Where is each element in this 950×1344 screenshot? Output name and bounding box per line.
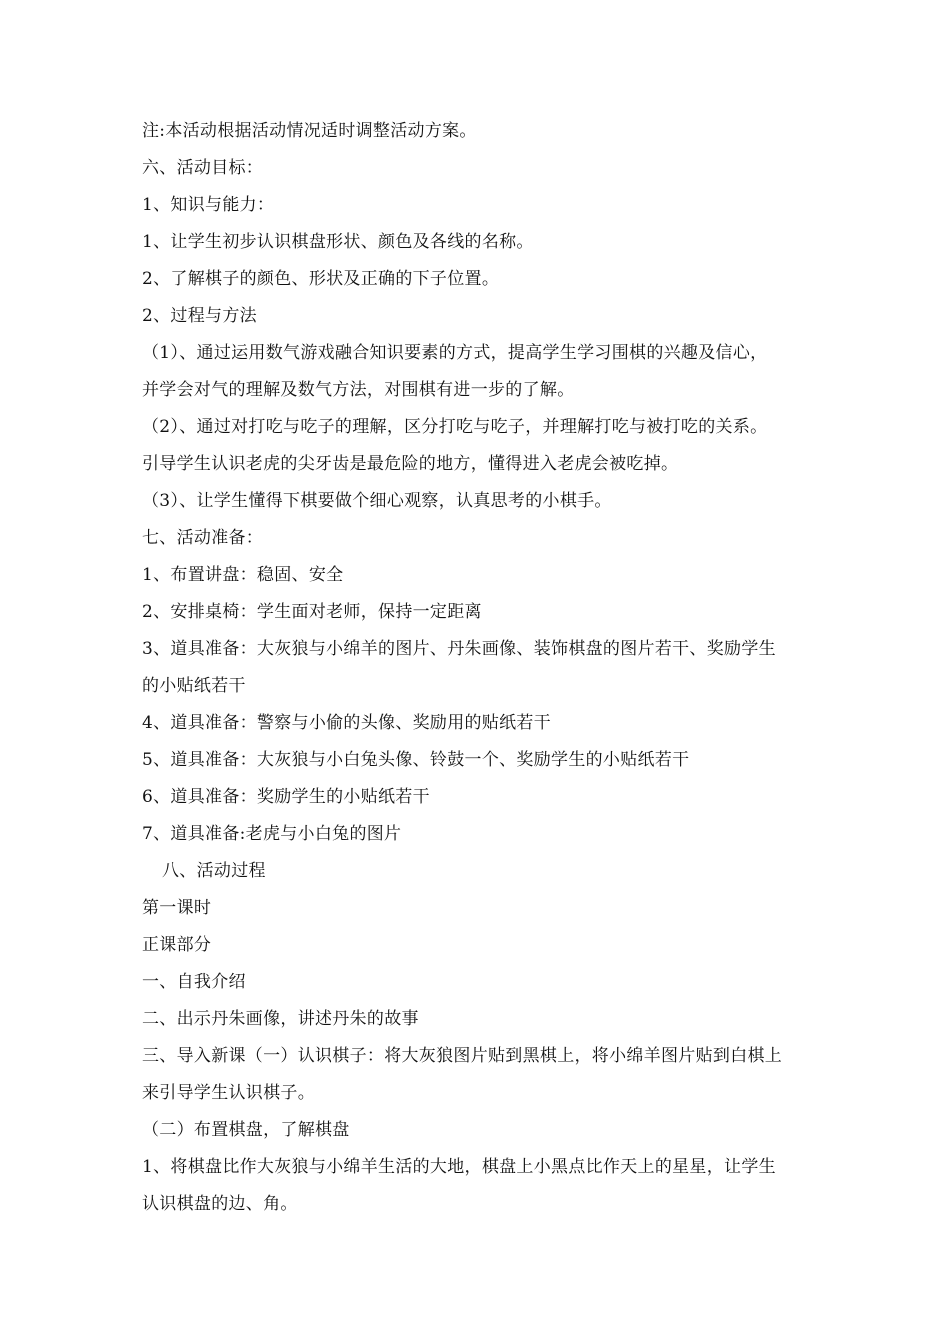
text-line: （2）、通过对打吃与吃子的理解，区分打吃与吃子，并理解打吃与被打吃的关系。: [142, 417, 768, 437]
text-line: 注:本活动根据活动情况适时调整活动方案。: [142, 121, 477, 141]
document-page: [142, 113, 832, 1223]
text-line: 1、将棋盘比作大灰狼与小绵羊生活的大地，棋盘上小黑点比作天上的星星，让学生: [142, 1157, 776, 1177]
text-line: 正课部分: [142, 935, 212, 955]
text-line: 引导学生认识老虎的尖牙齿是最危险的地方，懂得进入老虎会被吃掉。: [142, 454, 679, 474]
text-line: 6、道具准备：奖励学生的小贴纸若干: [142, 787, 430, 807]
section-heading: 七、活动准备：: [142, 528, 264, 548]
text-line: 1、布置讲盘：稳固、安全: [142, 565, 344, 585]
text-line: （3）、让学生懂得下棋要做个细心观察，认真思考的小棋手。: [142, 491, 612, 511]
text-line: 并学会对气的理解及数气方法，对围棋有进一步的了解。: [142, 380, 575, 400]
text-line: （1）、通过运用数气游戏融合知识要素的方式，提高学生学习围棋的兴趣及信心，: [142, 343, 768, 363]
text-line: 的小贴纸若干: [142, 676, 246, 696]
text-line: 2、安排桌椅：学生面对老师，保持一定距离: [142, 602, 482, 622]
text-line: 3、道具准备：大灰狼与小绵羊的图片、丹朱画像、装饰棋盘的图片若干、奖励学生: [142, 639, 776, 659]
text-line: 三、导入新课（一）认识棋子：将大灰狼图片贴到黑棋上，将小绵羊图片贴到白棋上: [142, 1046, 783, 1066]
text-line: 7、道具准备:老虎与小白兔的图片: [142, 824, 402, 844]
text-line: 认识棋盘的边、角。: [142, 1194, 298, 1214]
text-line: 第一课时: [142, 898, 212, 918]
text-line: 二、出示丹朱画像，讲述丹朱的故事: [142, 1009, 419, 1029]
text-line: 1、让学生初步认识棋盘形状、颜色及各线的名称。: [142, 232, 534, 252]
text-line: 1、知识与能力：: [142, 195, 275, 215]
text-line: 来引导学生认识棋子。: [142, 1083, 315, 1103]
text-line: 2、过程与方法: [142, 306, 257, 326]
text-line: 4、道具准备：警察与小偷的头像、奖励用的贴纸若干: [142, 713, 552, 733]
section-heading: 八、活动过程: [162, 861, 266, 881]
text-line: 2、了解棋子的颜色、形状及正确的下子位置。: [142, 269, 500, 289]
text-line: 5、道具准备：大灰狼与小白兔头像、铃鼓一个、奖励学生的小贴纸若干: [142, 750, 690, 770]
section-heading: 六、活动目标：: [142, 158, 264, 178]
text-line: （二）布置棋盘，了解棋盘: [142, 1120, 350, 1140]
text-line: 一、自我介绍: [142, 972, 246, 992]
